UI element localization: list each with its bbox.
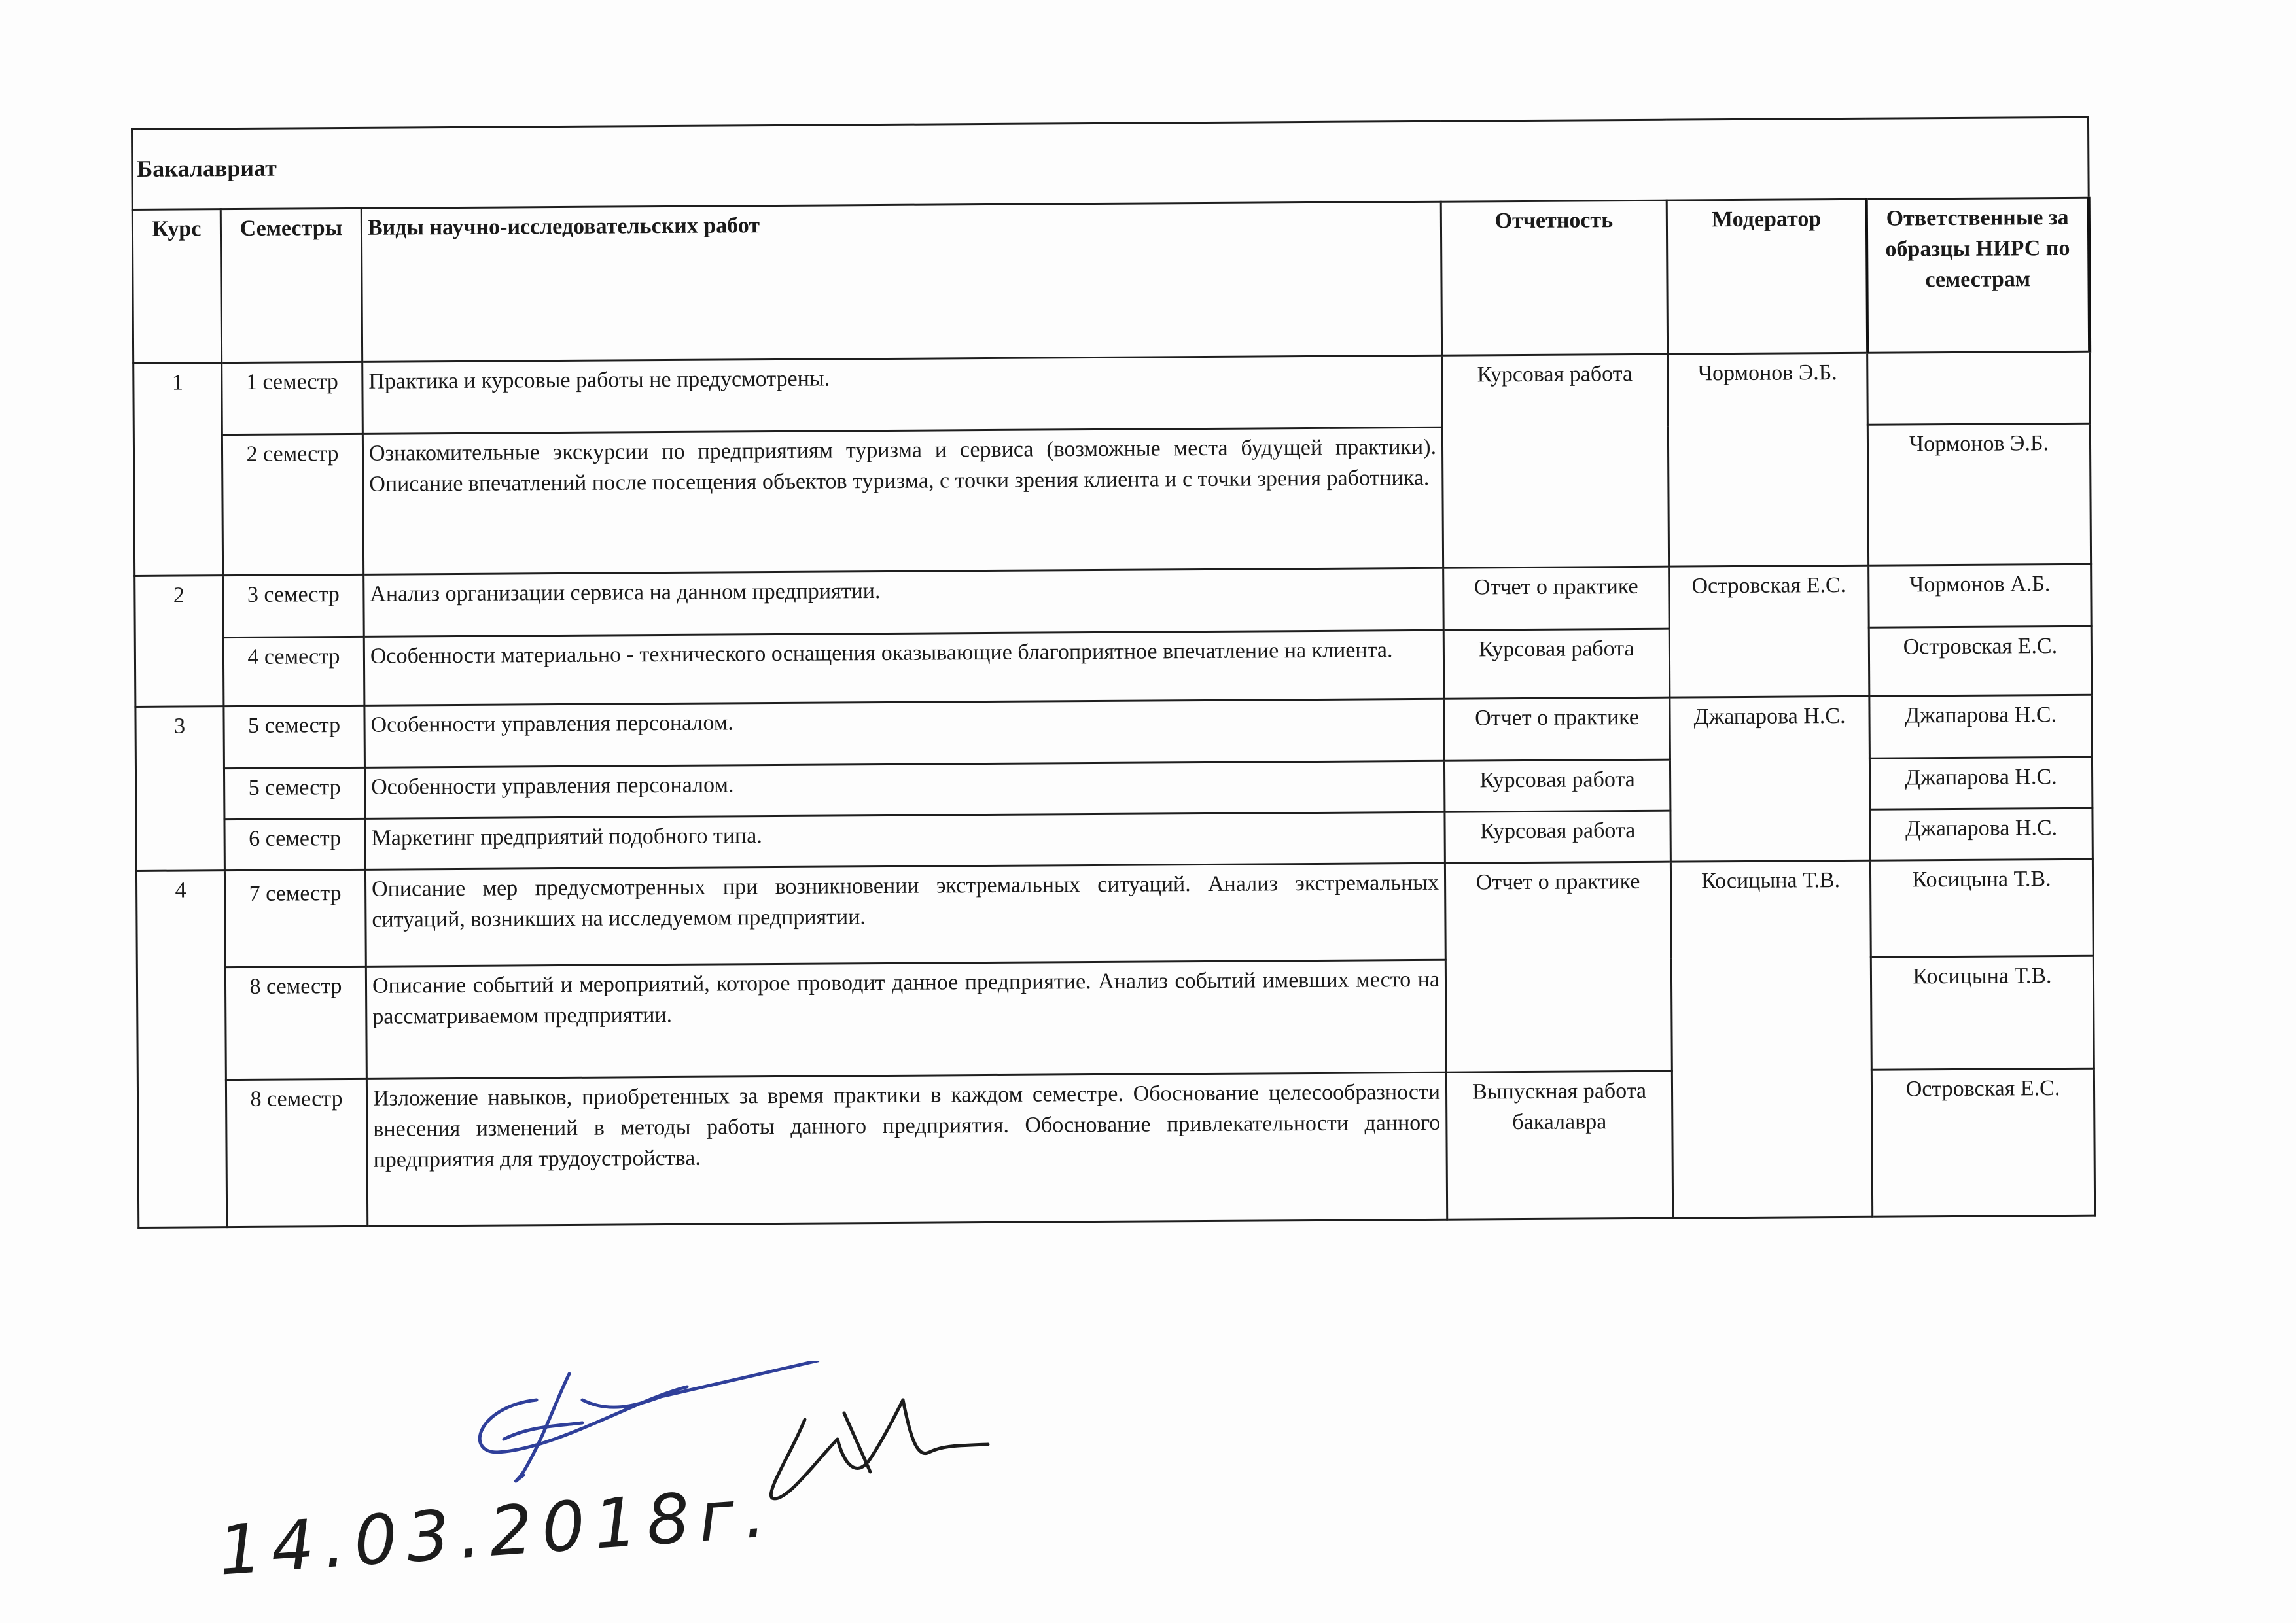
signature-area [216, 1361, 1067, 1622]
report-cell: Отчет о практике [1444, 697, 1670, 761]
section-title: Бакалавриат [132, 117, 2089, 209]
research-work-cell: Практика и курсовые работы не предусмотрены. [362, 355, 1443, 434]
research-work-cell: Описание событий и мероприятий, которое проводит данное предприятие. Анализ событий имевших место на рассматриваемом предприятии. [366, 960, 1446, 1079]
semester-cell: 8 семестр [226, 1079, 367, 1227]
handwritten-date: 14.03.2018г. [216, 1472, 777, 1591]
responsible-cell: Островская Е.С. [1871, 1068, 2094, 1217]
responsible-cell: Чормонов А.Б. [1869, 564, 2092, 627]
report-cell: Курсовая работа [1443, 629, 1670, 699]
table-row [136, 859, 2093, 968]
report-cell: Отчет о практике [1443, 567, 1670, 630]
responsible-cell: Косицына Т.В. [1871, 956, 2094, 1070]
responsible-cell: Чормонов Э.Б. [1867, 423, 2091, 565]
semester-cell: 5 семестр [224, 767, 364, 819]
semester-cell: 1 семестр [222, 362, 363, 434]
column-header-works: Виды научно-исследовательских работ [361, 201, 1441, 362]
column-header-moderator: Модератор [1667, 199, 1867, 354]
column-header-responsible: Ответственные за образцы НИРС по семестрам [1866, 198, 2089, 353]
table-row [135, 564, 2092, 638]
semester-cell: 4 семестр [223, 637, 364, 706]
report-cell: Курсовая работа [1445, 811, 1670, 863]
course-number: 3 [135, 707, 225, 871]
responsible-cell: Джапарова Н.С. [1870, 808, 2093, 860]
semester-cell: 2 семестр [222, 434, 363, 575]
signature-one [480, 1361, 818, 1481]
research-work-cell: Особенности управления персоналом. [364, 761, 1444, 818]
responsible-cell: Джапарова Н.С. [1869, 757, 2093, 809]
table-row [133, 351, 2091, 435]
report-cell: Курсовая работа [1444, 759, 1670, 812]
moderator-cell: Джапарова Н.С. [1670, 696, 1871, 862]
research-work-cell: Изложение навыков, приобретенных за время практики в каждом семестре. Обоснование целесообразности внесения изменений в методы работы данного предприятия. Обоснование привлекательности данного предприятия для трудоустройства. [366, 1072, 1447, 1226]
course-number: 2 [135, 576, 224, 707]
semester-cell: 3 семестр [223, 574, 364, 637]
signature-two [771, 1400, 988, 1499]
responsible-cell [1867, 351, 2091, 425]
research-work-cell: Ознакомительные экскурсии по предприятиям туризма и сервиса (возможные места будущей практики). Описание впечатлений после посещения объектов туризма, с точки зрения клиента и с точки зрения работника. [362, 427, 1443, 574]
research-work-cell: Особенности управления персоналом. [364, 699, 1445, 767]
course-number: 4 [136, 871, 226, 1228]
semester-cell: 8 семестр [225, 966, 366, 1079]
moderator-cell: Островская Е.С. [1669, 565, 1869, 697]
course-number: 1 [133, 363, 223, 576]
report-cell: Выпускная работа бакалавра [1446, 1071, 1672, 1219]
column-header-report: Отчетность [1441, 200, 1667, 355]
responsible-cell: Косицына Т.В. [1870, 859, 2093, 957]
column-header-semesters: Семестры [221, 208, 362, 362]
nirs-schedule-table [131, 116, 2096, 1229]
research-work-cell: Анализ организации сервиса на данном предприятии. [364, 568, 1444, 637]
semester-cell: 5 семестр [224, 705, 365, 768]
research-work-cell: Маркетинг предприятий подобного типа. [365, 812, 1445, 869]
research-work-cell: Описание мер предусмотренных при возникновении экстремальных ситуаций. Анализ экстремальных ситуаций, возникших на исследуемом предприятии. [365, 863, 1445, 966]
responsible-cell: Островская Е.С. [1869, 626, 2092, 696]
moderator-cell: Косицына Т.В. [1670, 860, 1872, 1218]
moderator-cell: Чормонов Э.Б. [1668, 353, 1869, 567]
nirs-table-container [131, 116, 2094, 1229]
semester-cell: 6 семестр [224, 818, 365, 870]
table-row [135, 695, 2093, 769]
responsible-cell: Джапарова Н.С. [1869, 695, 2093, 758]
report-cell: Курсовая работа [1442, 354, 1669, 568]
table-header-row [132, 198, 2089, 363]
semester-cell: 7 семестр [224, 869, 366, 967]
research-work-cell: Особенности материально - технического оснащения оказывающие благоприятное впечатление на клиента. [364, 630, 1444, 705]
report-cell: Отчет о практике [1445, 862, 1672, 1072]
column-header-course: Курс [132, 209, 221, 364]
